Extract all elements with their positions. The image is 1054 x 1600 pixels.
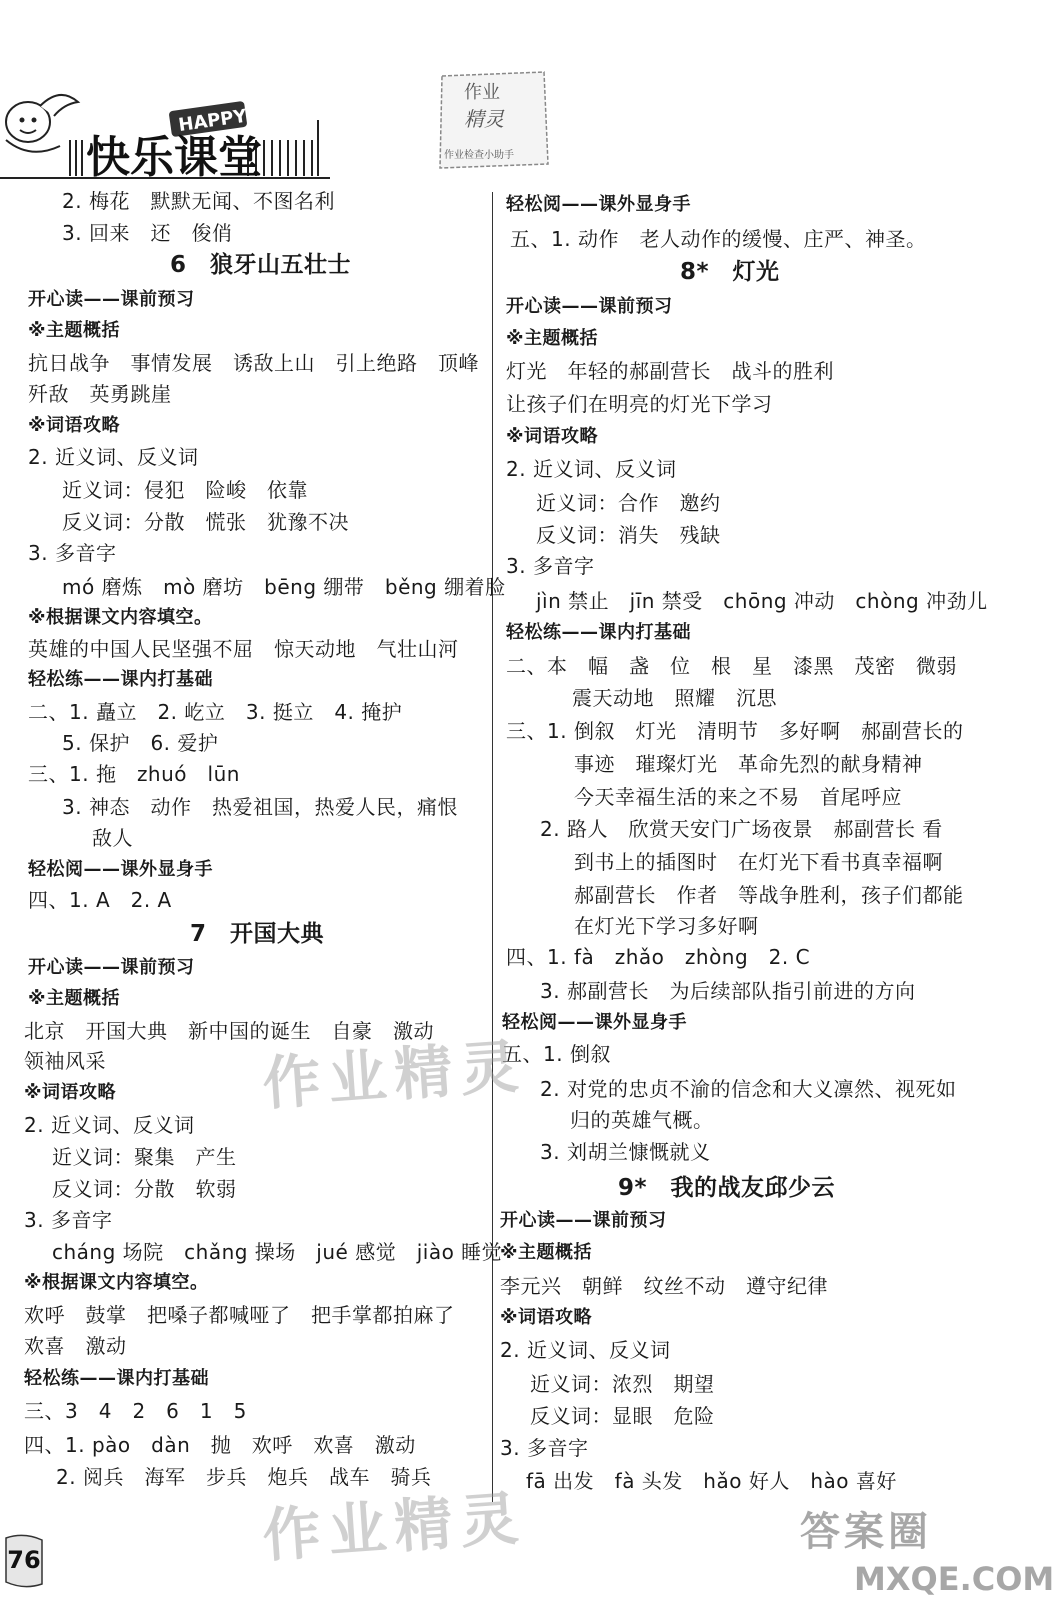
answer-line: 近义词：侵犯 险峻 依靠 <box>62 478 308 502</box>
answer-line: 3. 多音字 <box>500 1436 589 1460</box>
answer-line: 反义词：显眼 危险 <box>530 1404 715 1428</box>
section-heading: 轻松阅——课外显身手 <box>502 1012 687 1033</box>
answer-line: 3. 多音字 <box>506 554 595 578</box>
answer-line: 今天幸福生活的来之不易 首尾呼应 <box>574 785 902 809</box>
answer-line: 郝副营长 作者 等战争胜利，孩子们都能 <box>574 883 964 907</box>
answer-line: 2. 路人 欣赏天安门广场夜景 郝副营长 看 <box>540 817 943 841</box>
section-heading: 开心读——课前预习 <box>500 1210 667 1231</box>
happy-badge: HAPPY <box>177 105 248 137</box>
watermark: 作业精灵 <box>260 1031 529 1119</box>
answer-line: 三、3 4 2 6 1 5 <box>24 1399 247 1423</box>
answer-line: 2. 近义词、反义词 <box>24 1113 195 1137</box>
answer-line: 三、1. 倒叙 灯光 清明节 多好啊 郝副营长的 <box>506 719 964 743</box>
answer-line: 北京 开国大典 新中国的诞生 自豪 激动 <box>24 1019 434 1043</box>
answer-line: 欢喜 激动 <box>24 1334 127 1358</box>
answer-line: 近义词：浓烈 期望 <box>530 1372 715 1396</box>
section-heading: ※主题概括 <box>28 320 120 341</box>
answer-line: 到书上的插图时 在灯光下看书真幸福啊 <box>574 850 943 874</box>
header-title: 快乐课堂 <box>86 132 262 183</box>
section-heading: ※根据课文内容填空。 <box>24 1272 209 1293</box>
answer-line: 五、1. 动作 老人动作的缓慢、庄严、神圣。 <box>510 227 927 251</box>
answer-line: 反义词：消失 残缺 <box>536 523 721 547</box>
answer-line: 3. 神态 动作 热爱祖国，热爱人民，痛恨 <box>62 795 458 819</box>
section-heading: 轻松阅——课外显身手 <box>28 859 213 880</box>
lesson-title: 9* 我的战友邱少云 <box>618 1175 836 1201</box>
answer-line: 近义词：合作 邀约 <box>536 491 721 515</box>
answer-line: cháng 场院 chǎng 操场 jué 感觉 jiào 睡觉 <box>52 1240 503 1264</box>
answer-line: 3. 多音字 <box>28 541 117 565</box>
section-heading: ※主题概括 <box>506 328 598 349</box>
section-heading: ※主题概括 <box>500 1242 592 1263</box>
answer-line: 领袖风采 <box>24 1049 106 1073</box>
stamp-line1: 作业 <box>464 82 500 103</box>
answer-line: 五、1. 倒叙 <box>502 1042 611 1066</box>
section-heading: ※主题概括 <box>28 988 120 1009</box>
answer-line: 3. 刘胡兰慷慨就义 <box>540 1140 711 1164</box>
answer-line: 抗日战争 事情发展 诱敌上山 引上绝路 顶峰 <box>28 351 479 375</box>
answer-line: 2. 近义词、反义词 <box>500 1338 671 1362</box>
page-number-badge <box>2 1532 46 1590</box>
cartoon-icon <box>6 95 78 152</box>
answer-line: 灯光 年轻的郝副营长 战斗的胜利 <box>506 359 834 383</box>
section-heading: 开心读——课前预习 <box>506 296 673 317</box>
answer-line: 2. 阅兵 海军 步兵 炮兵 战车 骑兵 <box>56 1465 432 1489</box>
site-logo <box>790 1500 1054 1600</box>
answer-line: 归的英雄气概。 <box>570 1108 714 1132</box>
answer-line: 2. 对党的忠贞不渝的信念和大义凛然、视死如 <box>540 1077 957 1101</box>
answer-line: 四、1. fà zhǎo zhòng 2. C <box>506 945 811 969</box>
header-banner <box>0 80 330 190</box>
section-heading: 轻松练——课内打基础 <box>28 669 213 690</box>
section-heading: 开心读——课前预习 <box>28 289 195 310</box>
answer-line: 反义词：分散 慌张 犹豫不决 <box>62 510 349 534</box>
lesson-title: 6 狼牙山五壮士 <box>170 252 352 278</box>
answer-line: 震天动地 照耀 沉思 <box>572 686 777 710</box>
answer-line: 5. 保护 6. 爱护 <box>62 731 219 755</box>
stamp-line3: 作业检查小助手 <box>444 150 514 161</box>
answer-line: 在灯光下学习多好啊 <box>574 914 759 938</box>
lesson-title: 8* 灯光 <box>680 259 780 285</box>
answer-line: 二、本 幅 盏 位 根 星 漆黑 茂密 微弱 <box>506 654 957 678</box>
answer-line: 3. 郝副营长 为后续部队指引前进的方向 <box>540 979 916 1003</box>
section-heading: 轻松练——课内打基础 <box>24 1368 209 1389</box>
section-heading: 开心读——课前预习 <box>28 957 195 978</box>
answer-line: 敌人 <box>92 826 133 850</box>
watermark: 作业精灵 <box>260 1483 529 1571</box>
section-heading: ※词语攻略 <box>28 415 120 436</box>
answer-line: 四、1. pào dàn 抛 欢呼 欢喜 激动 <box>24 1433 416 1457</box>
answer-line: 三、1. 拖 zhuó lūn <box>28 762 240 786</box>
answer-line: 让孩子们在明亮的灯光下学习 <box>506 392 773 416</box>
column-divider <box>492 192 493 1502</box>
answer-line: 反义词：分散 软弱 <box>52 1177 237 1201</box>
answer-line: 近义词：聚集 产生 <box>52 1145 237 1169</box>
answer-line: mó 磨炼 mò 磨坊 bēng 绷带 běng 绷着脸 <box>62 575 506 599</box>
answer-line: 3. 多音字 <box>24 1208 113 1232</box>
section-heading: ※词语攻略 <box>506 426 598 447</box>
answer-line: 2. 近义词、反义词 <box>28 445 199 469</box>
stamp-logo <box>434 68 552 172</box>
answer-line: fā 出发 fà 头发 hǎo 好人 hào 喜好 <box>526 1469 897 1493</box>
answer-line: 3. 回来 还 俊俏 <box>62 221 233 245</box>
answer-line: 四、1. A 2. A <box>28 888 172 912</box>
answer-line: 欢呼 鼓掌 把嗓子都喊哑了 把手掌都拍麻了 <box>24 1303 455 1327</box>
section-heading: 轻松练——课内打基础 <box>506 622 691 643</box>
page-number: 76 <box>7 1546 41 1574</box>
stamp-line2: 精灵 <box>464 107 504 131</box>
section-heading: ※词语攻略 <box>24 1082 116 1103</box>
answer-line: jìn 禁止 jīn 禁受 chōng 冲动 chòng 冲劲儿 <box>536 589 988 613</box>
site-logo-url: MXQE.COM <box>854 1560 1054 1598</box>
lesson-title: 7 开国大典 <box>190 921 325 947</box>
answer-line: 事迹 璀璨灯光 革命先烈的献身精神 <box>574 752 923 776</box>
answer-line: 歼敌 英勇跳崖 <box>28 382 172 406</box>
answer-line: 英雄的中国人民坚强不屈 惊天动地 气壮山河 <box>28 637 459 661</box>
answer-line: 2. 近义词、反义词 <box>506 457 677 481</box>
answer-line: 二、1. 矗立 2. 屹立 3. 挺立 4. 掩护 <box>28 700 403 724</box>
section-heading: 轻松阅——课外显身手 <box>506 194 691 215</box>
site-logo-text: 答案圈 <box>800 1509 932 1555</box>
section-heading: ※词语攻略 <box>500 1307 592 1328</box>
answer-line: 李元兴 朝鲜 纹丝不动 遵守纪律 <box>500 1274 828 1298</box>
answer-line: 2. 梅花 默默无闻、不图名利 <box>62 189 335 213</box>
section-heading: ※根据课文内容填空。 <box>28 607 213 628</box>
